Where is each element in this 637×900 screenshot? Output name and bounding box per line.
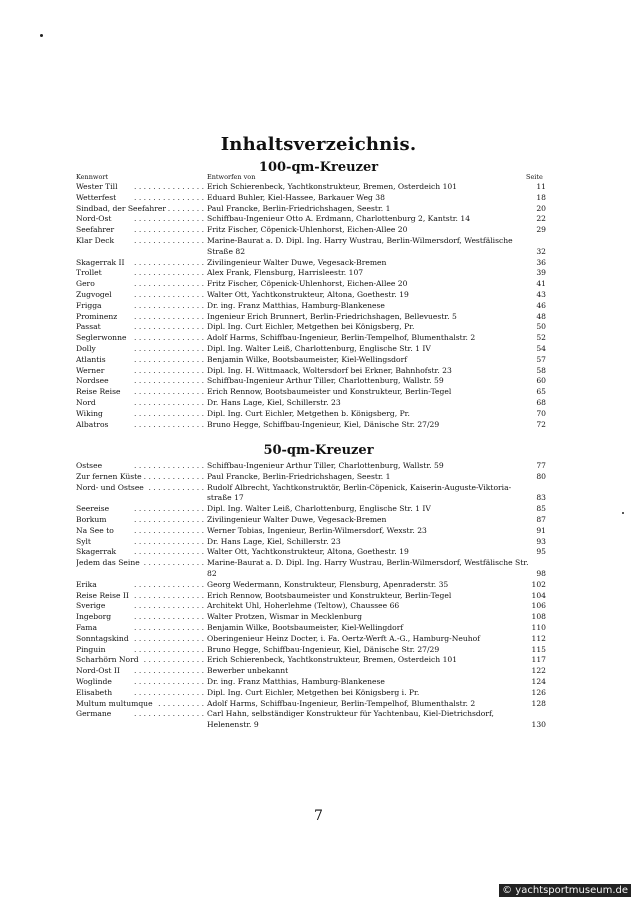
entry-page: 126 xyxy=(531,687,546,697)
toc-entry xyxy=(76,301,546,312)
entry-page: 83 xyxy=(536,493,546,503)
entry-name-label: Sindbad, der Seefahrer xyxy=(76,203,167,213)
entry-designer: Fritz Fischer, Cöpenick-Uhlenhorst, Eichen-Allee 20 xyxy=(207,225,408,235)
entry-page: 29 xyxy=(536,225,546,235)
entry-name xyxy=(76,204,204,215)
entry-designer: Dr. Hans Lage, Kiel, Schillerstr. 23 xyxy=(207,397,341,407)
entry-name xyxy=(76,214,204,225)
entry-name-label: Jedem das Seine xyxy=(76,558,140,568)
entry-name-label: Gero xyxy=(76,279,95,289)
entry-page: 22 xyxy=(536,214,546,224)
entry-designer: Erich Rennow, Bootsbaumeister und Konstrukteur, Berlin-Tegel xyxy=(207,387,452,397)
entry-page: 102 xyxy=(531,579,546,589)
entry-page: 93 xyxy=(536,536,546,546)
entry-page: 91 xyxy=(536,525,546,535)
entry-name-label: Wester Till xyxy=(76,182,118,191)
entry-name xyxy=(76,677,204,688)
toc-entry xyxy=(76,537,546,548)
entry-name xyxy=(76,268,204,279)
toc-entry xyxy=(76,258,546,269)
entry-page: 85 xyxy=(536,504,546,514)
toc-entry xyxy=(76,547,546,558)
entry-name xyxy=(76,376,204,387)
watermark: © yachtsportmuseum.de xyxy=(499,884,631,897)
entry-name xyxy=(76,333,204,344)
entry-designer: Adolf Harms, Schiffbau-Ingenieur, Berlin-Tempelhof, Blumenthalstr. 2 xyxy=(207,698,476,708)
entry-name-label: Prominenz xyxy=(76,311,118,321)
entry-name xyxy=(76,312,204,323)
entry-name-label: Skagerrak II xyxy=(76,257,125,267)
toc-entry xyxy=(76,677,546,688)
entry-name xyxy=(76,290,204,301)
entry-designer: Dipl. Ing. Curt Eichler, Metgethen bei Königsberg i. Pr. xyxy=(207,687,420,697)
toc-entry xyxy=(76,312,546,323)
entry-designer: Oberingenieur Heinz Docter, i. Fa. Oertz-Werft A.-G., Hamburg-Neuhof xyxy=(207,633,481,643)
entry-page: 18 xyxy=(536,192,546,202)
toc-entry xyxy=(76,290,546,301)
entry-page: 95 xyxy=(536,547,546,557)
entry-page: 11 xyxy=(536,182,546,191)
entry-name xyxy=(76,193,204,204)
toc-entry xyxy=(76,655,546,666)
entry-name-label: Multum multumque xyxy=(76,698,153,708)
entry-name-label: Erika xyxy=(76,579,97,589)
entry-designer: Alex Frank, Flensburg, Harrisleestr. 107 xyxy=(207,268,364,278)
entry-designer: Rudolf Albrecht, Yachtkonstruktör, Berlin-Cöpenick, Kaiserin-Auguste-Viktoria-straße 17 xyxy=(207,482,512,503)
entry-name-label: Seereise xyxy=(76,504,110,514)
entry-page: 110 xyxy=(531,622,546,632)
entry-name-label: Na See to xyxy=(76,525,114,535)
entry-name-label: Nord xyxy=(76,397,96,407)
toc-entry xyxy=(76,279,546,290)
entry-name-label: Atlantis xyxy=(76,354,106,364)
toc-entry xyxy=(76,344,546,355)
entry-name xyxy=(76,472,204,483)
entry-designer: Erich Schierenbeck, Yachtkonstrukteur, Bremen, Osterdeich 101 xyxy=(207,182,458,191)
entry-name-label: Nord- und Ostsee xyxy=(76,482,144,492)
toc-entry xyxy=(76,634,546,645)
section-50qm-list xyxy=(76,461,546,731)
entry-designer: Carl Hahn, selbständiger Konstrukteur für Yachtenbau, Kiel-Dietrichsdorf, Helenenstr. 9 xyxy=(207,709,494,730)
entry-name-label: Albatros xyxy=(76,419,109,429)
entry-name xyxy=(76,420,204,431)
entry-designer: Architekt Uhl, Hoherlehme (Teltow), Chaussee 66 xyxy=(207,601,400,611)
entry-name xyxy=(76,591,204,602)
toc-entry xyxy=(76,204,546,215)
entry-name xyxy=(76,537,204,548)
toc-entry xyxy=(76,236,546,258)
toc-entry xyxy=(76,366,546,377)
entry-page: 124 xyxy=(531,676,546,686)
toc-entry xyxy=(76,688,546,699)
entry-name-label: Trollet xyxy=(76,268,102,278)
toc-entry xyxy=(76,612,546,623)
entry-name xyxy=(76,355,204,366)
toc-entry xyxy=(76,666,546,677)
entry-page: 65 xyxy=(536,387,546,397)
entry-page: 112 xyxy=(531,633,546,643)
entry-designer: Dipl. Ing. Walter Leiß, Charlottenburg, Englische Str. 1 IV xyxy=(207,504,431,514)
entry-name xyxy=(76,526,204,537)
entry-page: 54 xyxy=(536,343,546,353)
entry-name-label: Sylt xyxy=(76,536,91,546)
column-header-name: Kennwort xyxy=(76,173,109,181)
entry-name-label: Frigga xyxy=(76,300,102,310)
entry-name xyxy=(76,515,204,526)
entry-designer: Dr. ing. Franz Matthias, Hamburg-Blankenese xyxy=(207,300,385,310)
toc-entry xyxy=(76,461,546,472)
toc-entry xyxy=(76,214,546,225)
toc-entry xyxy=(76,699,546,710)
entry-designer: Walter Protzen, Wismar in Mecklenburg xyxy=(207,612,362,622)
entry-name-label: Elisabeth xyxy=(76,687,113,697)
entry-page: 20 xyxy=(536,203,546,213)
entry-name xyxy=(76,279,204,290)
toc-entry xyxy=(76,623,546,634)
entry-name-label: Nord-Ost xyxy=(76,214,112,224)
entry-designer: Zivilingenieur Walter Duwe, Vegesack-Bremen xyxy=(207,257,387,267)
entry-name-label: Wiking xyxy=(76,408,103,418)
entry-designer: Dr. Hans Lage, Kiel, Schillerstr. 23 xyxy=(207,536,341,546)
entry-name-label: Sonntagskind xyxy=(76,633,129,643)
entry-designer: Marine-Baurat a. D. Dipl. Ing. Harry Wustrau, Berlin-Wilmersdorf, Westfälische Str. 82 xyxy=(207,558,529,578)
toc-entry xyxy=(76,225,546,236)
entry-designer: Schiffbau-Ingenieur Otto A. Erdmann, Charlottenburg 2, Kantstr. 14 xyxy=(207,214,471,224)
entry-name xyxy=(76,409,204,420)
entry-name xyxy=(76,504,204,515)
entry-name xyxy=(76,558,204,569)
entry-page: 106 xyxy=(531,601,546,611)
toc-entry xyxy=(76,483,546,505)
entry-name xyxy=(76,666,204,677)
entry-designer: Benjamin Wilke, Bootsbaumeister, Kiel-Wellingsdorf xyxy=(207,354,408,364)
entry-name-label: Wetterfest xyxy=(76,192,117,202)
entry-name-label: Fama xyxy=(76,622,98,632)
entry-designer: Bruno Hegge, Schiffbau-Ingenieur, Kiel, Dänische Str. 27/29 xyxy=(207,419,440,429)
entry-name xyxy=(76,301,204,312)
entry-name xyxy=(76,258,204,269)
entry-page: 70 xyxy=(536,408,546,418)
toc-entry xyxy=(76,387,546,398)
entry-name-label: Klar Deck xyxy=(76,235,115,245)
entry-designer: Werner Tobias, Ingenieur, Berlin-Wilmersdorf, Wexstr. 23 xyxy=(207,525,427,535)
entry-page: 68 xyxy=(536,397,546,407)
entry-page: 98 xyxy=(536,568,546,578)
toc-entry xyxy=(76,601,546,612)
entry-designer: Walter Ott, Yachtkonstrukteur, Altona, Goethestr. 19 xyxy=(207,547,409,557)
entry-page: 117 xyxy=(531,655,546,665)
entry-name xyxy=(76,655,204,666)
entry-name-label: Sverige xyxy=(76,601,106,611)
entry-designer: Dipl. Ing. Curt Eichler, Metgethen b. Königsberg, Pr. xyxy=(207,408,410,418)
entry-name-label: Reise Reise II xyxy=(76,590,129,600)
entry-page: 80 xyxy=(536,471,546,481)
entry-page: 104 xyxy=(531,590,546,600)
entry-designer: Bewerber unbekannt xyxy=(207,666,289,676)
toc-entry xyxy=(76,322,546,333)
print-speck xyxy=(622,512,624,514)
toc-entry xyxy=(76,591,546,602)
entry-name xyxy=(76,344,204,355)
toc-entry xyxy=(76,193,546,204)
entry-name-label: Seglerwonne xyxy=(76,333,127,343)
entry-page: 48 xyxy=(536,311,546,321)
toc-entry xyxy=(76,182,546,193)
entry-designer: Zivilingenieur Walter Duwe, Vegesack-Bremen xyxy=(207,514,387,524)
entry-page: 50 xyxy=(536,322,546,332)
entry-name-label: Nordsee xyxy=(76,376,109,386)
entry-name-label: Reise Reise xyxy=(76,387,121,397)
section-heading-50qm: 50-qm-Kreuzer xyxy=(263,443,374,458)
entry-name xyxy=(76,225,204,236)
toc-entry xyxy=(76,376,546,387)
column-header-page: Seite xyxy=(526,173,543,181)
entry-designer: Adolf Harms, Schiffbau-Ingenieur, Berlin-Tempelhof, Blumenthalstr. 2 xyxy=(207,333,476,343)
entry-name-label: Dolly xyxy=(76,343,96,353)
page-number: 7 xyxy=(314,808,323,824)
entry-page: 52 xyxy=(536,333,546,343)
entry-page: 87 xyxy=(536,514,546,524)
entry-page: 32 xyxy=(536,246,546,256)
entry-designer: Schiffbau-Ingenieur Arthur Tiller, Charlottenburg, Wallstr. 59 xyxy=(207,376,444,386)
entry-designer: Schiffbau-Ingenieur Arthur Tiller, Charlottenburg, Wallstr. 59 xyxy=(207,461,444,470)
entry-name-label: Ostsee xyxy=(76,461,103,470)
entry-page: 108 xyxy=(531,612,546,622)
column-header-designer: Entworfen von xyxy=(207,173,256,181)
entry-name-label: Zur fernen Küste xyxy=(76,471,142,481)
entry-name-label: Scharhörn Nord xyxy=(76,655,139,665)
entry-name-label: Passat xyxy=(76,322,101,332)
entry-page: 43 xyxy=(536,289,546,299)
entry-name-label: Pinguin xyxy=(76,644,106,654)
entry-designer: Paul Francke, Berlin-Friedrichshagen, Seestr. 1 xyxy=(207,471,391,481)
toc-entry xyxy=(76,709,546,731)
toc-entry xyxy=(76,409,546,420)
entry-designer: Paul Francke, Berlin-Friedrichshagen, Seestr. 1 xyxy=(207,203,391,213)
entry-name-label: Nord-Ost II xyxy=(76,666,120,676)
entry-page: 60 xyxy=(536,376,546,386)
entry-page: 128 xyxy=(531,698,546,708)
toc-entry xyxy=(76,645,546,656)
entry-page: 57 xyxy=(536,354,546,364)
entry-designer: Dipl. Ing. Curt Eichler, Metgethen bei Königsberg, Pr. xyxy=(207,322,415,332)
entry-name xyxy=(76,601,204,612)
entry-name xyxy=(76,688,204,699)
toc-entry xyxy=(76,504,546,515)
toc-entry xyxy=(76,580,546,591)
entry-name-label: Germane xyxy=(76,709,112,719)
entry-name-label: Seefahrer xyxy=(76,225,115,235)
entry-name xyxy=(76,699,204,710)
entry-name xyxy=(76,236,204,247)
entry-name-label: Werner xyxy=(76,365,105,375)
entry-page: 36 xyxy=(536,257,546,267)
toc-entry xyxy=(76,333,546,344)
entry-designer: Erich Schierenbeck, Yachtkonstrukteur, Bremen, Osterdeich 101 xyxy=(207,655,458,665)
entry-designer: Marine-Baurat a. D. Dipl. Ing. Harry Wustrau, Berlin-Wilmersdorf, Westfälische Straße 82 xyxy=(207,235,513,256)
page-title: Inhaltsverzeichnis. xyxy=(220,134,417,155)
entry-name xyxy=(76,547,204,558)
entry-page: 77 xyxy=(536,461,546,470)
entry-designer: Fritz Fischer, Cöpenick-Uhlenhorst, Eichen-Allee 20 xyxy=(207,279,408,289)
entry-name xyxy=(76,623,204,634)
entry-page: 72 xyxy=(536,419,546,429)
entry-name xyxy=(76,366,204,377)
entry-name-label: Ingeborg xyxy=(76,612,112,622)
toc-entry xyxy=(76,526,546,537)
entry-designer: Dipl. Ing. Walter Leiß, Charlottenburg, Englische Str. 1 IV xyxy=(207,343,431,353)
entry-name xyxy=(76,634,204,645)
toc-entry xyxy=(76,558,546,580)
entry-designer: Ingenieur Erich Brunnert, Berlin-Friedrichshagen, Bellevuestr. 5 xyxy=(207,311,457,321)
entry-name xyxy=(76,612,204,623)
print-speck xyxy=(40,34,43,37)
entry-name-label: Woglinde xyxy=(76,676,112,686)
entry-page: 39 xyxy=(536,268,546,278)
entry-page: 58 xyxy=(536,365,546,375)
entry-name xyxy=(76,709,204,720)
entry-page: 130 xyxy=(531,720,546,730)
entry-designer: Dr. ing. Franz Matthias, Hamburg-Blankenese xyxy=(207,676,385,686)
entry-name xyxy=(76,483,204,494)
toc-entry xyxy=(76,420,546,431)
entry-name xyxy=(76,182,204,193)
entry-designer: Georg Wedermann, Konstrukteur, Flensburg, Apenraderstr. 35 xyxy=(207,579,449,589)
entry-name-label: Skagerrak xyxy=(76,547,117,557)
entry-page: 46 xyxy=(536,300,546,310)
entry-designer: Bruno Hegge, Schiffbau-Ingenieur, Kiel, Dänische Str. 27/29 xyxy=(207,644,440,654)
section-heading-100qm: 100-qm-Kreuzer xyxy=(258,160,379,175)
entry-name xyxy=(76,322,204,333)
toc-entry xyxy=(76,515,546,526)
entry-designer: Dipl. Ing. H. Wittmaack, Woltersdorf bei Erkner, Bahnhofstr. 23 xyxy=(207,365,452,375)
entry-designer: Benjamin Wilke, Bootsbaumeister, Kiel-Wellingdorf xyxy=(207,622,404,632)
entry-name xyxy=(76,461,204,472)
section-100qm-list xyxy=(76,182,546,430)
entry-name xyxy=(76,645,204,656)
entry-page: 41 xyxy=(536,279,546,289)
entry-designer: Walter Ott, Yachtkonstrukteur, Altona, Goethestr. 19 xyxy=(207,289,409,299)
entry-name xyxy=(76,387,204,398)
entry-page: 122 xyxy=(531,666,546,676)
entry-name-label: Zugvogel xyxy=(76,289,112,299)
entry-name xyxy=(76,398,204,409)
entry-name-label: Borkum xyxy=(76,514,107,524)
entry-page: 115 xyxy=(531,644,546,654)
entry-designer: Erich Rennow, Bootsbaumeister und Konstrukteur, Berlin-Tegel xyxy=(207,590,452,600)
toc-entry xyxy=(76,355,546,366)
toc-entry xyxy=(76,472,546,483)
toc-entry xyxy=(76,268,546,279)
toc-entry xyxy=(76,398,546,409)
entry-designer: Eduard Buhler, Kiel-Hassee, Barkauer Weg 38 xyxy=(207,192,385,202)
entry-name xyxy=(76,580,204,591)
